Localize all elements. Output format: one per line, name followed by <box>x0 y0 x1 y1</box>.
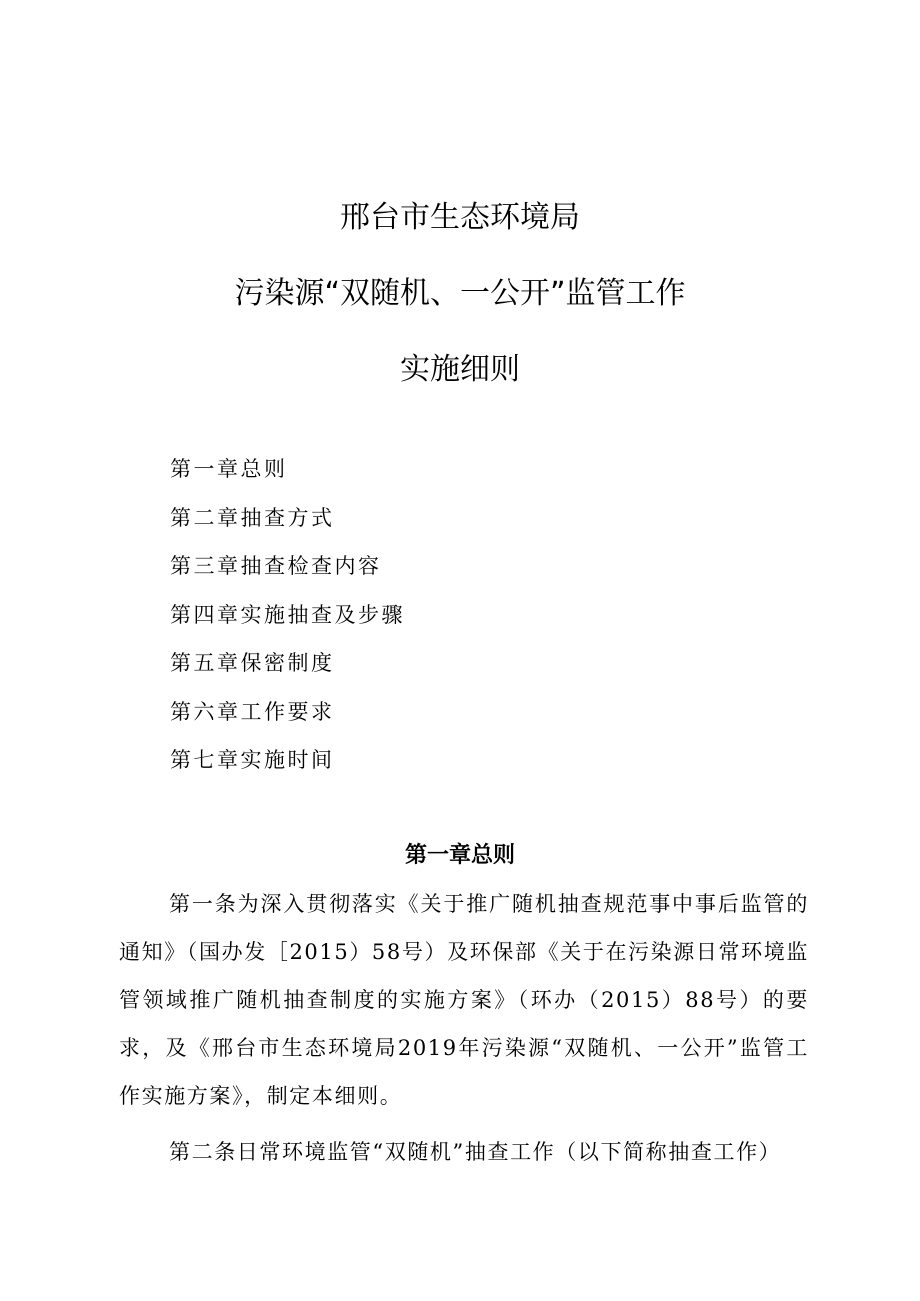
document-title-agency: 邢台市生态环境局 <box>340 200 580 235</box>
article-2-paragraph: 第二条日常环境监管“双随机”抽查工作（以下简称抽查工作） <box>169 1140 782 1164</box>
toc-item-chapter-3: 第三章抽查检查内容 <box>170 554 382 578</box>
document-title-type: 实施细则 <box>400 352 520 387</box>
toc-item-chapter-4: 第四章实施抽查及步骤 <box>170 602 405 627</box>
toc-item-chapter-2: 第二章抽查方式 <box>170 505 335 530</box>
document-title-subject: 污染源“双随机、一公开”监管工作 <box>234 276 686 311</box>
toc-item-chapter-6: 第六章工作要求 <box>170 699 335 724</box>
table-of-contents <box>170 452 405 792</box>
article-1-paragraph: 第一条为深入贯彻落实《关于推广随机抽查规范事中事后监管的通知》（国办发［2015）58号）及环保部《关于在污染源日常环境监管领域推广随机抽查制度的实施方案》（环办（2015）88号）的要求，及《邢台市生态环境局2019年污染源“双随机、一公开”监管工作实施方案》，制定本细则。 <box>119 892 809 1108</box>
toc-item-chapter-1: 第一章总则 <box>170 457 288 481</box>
chapter-1-heading: 第一章总则 <box>404 843 515 868</box>
toc-item-chapter-7: 第七章实施时间 <box>170 748 335 772</box>
toc-item-chapter-5: 第五章保密制度 <box>170 651 335 675</box>
